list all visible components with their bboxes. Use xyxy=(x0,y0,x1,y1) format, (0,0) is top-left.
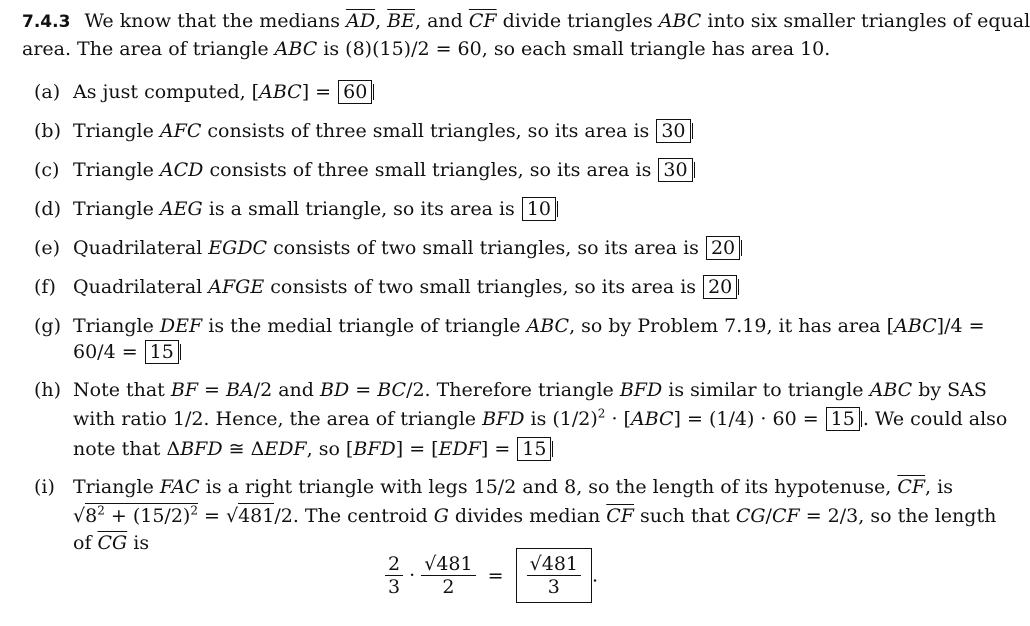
item-label: (b) xyxy=(34,120,61,142)
item-label: (a) xyxy=(34,81,61,103)
item-label: (d) xyxy=(34,198,61,220)
final-equation: $\frac{2}{3}$ · $\frac{√481}{2}$ = $\frac{√481}{3}$ . xyxy=(385,548,598,603)
item-label: (g) xyxy=(34,315,61,337)
problem-number: 7.4.3 xyxy=(22,12,71,32)
item-label: (c) xyxy=(34,159,60,181)
answer-box: 10 xyxy=(522,197,556,221)
answer-box: 30 xyxy=(656,119,690,143)
fraction-sqrt481-2: $\frac{√481}{2}$ xyxy=(421,553,475,598)
answer-box: 20 xyxy=(703,275,737,299)
final-answer-box: $\frac{√481}{3}$ xyxy=(516,548,592,603)
intro-text-2: area. The area of triangle ABC is (8)(15)/2 = 60, so each small triangle has area 10. xyxy=(22,38,831,60)
answer-box: 15 xyxy=(145,340,179,364)
intro-line-2 xyxy=(22,37,830,61)
fraction-2-3: $\frac{2}{3}$ xyxy=(385,553,403,598)
intro-text-1: We know that the medians $\overline{AD}$, $\overline{BE}$, and $\overline{CF}$ divide triangles ABC into six smaller triangles of equal xyxy=(84,10,1030,32)
intro-line-1 xyxy=(22,9,1030,34)
item-label: (i) xyxy=(34,476,55,498)
answer-box: 20 xyxy=(706,236,740,260)
answer-box: 15 xyxy=(826,407,860,431)
item-label: (h) xyxy=(34,379,62,401)
item-label: (f) xyxy=(34,276,56,298)
item-label: (e) xyxy=(34,237,61,259)
answer-box: 60 xyxy=(338,80,372,104)
answer-box: 30 xyxy=(658,158,692,182)
answer-box: 15 xyxy=(517,437,551,461)
